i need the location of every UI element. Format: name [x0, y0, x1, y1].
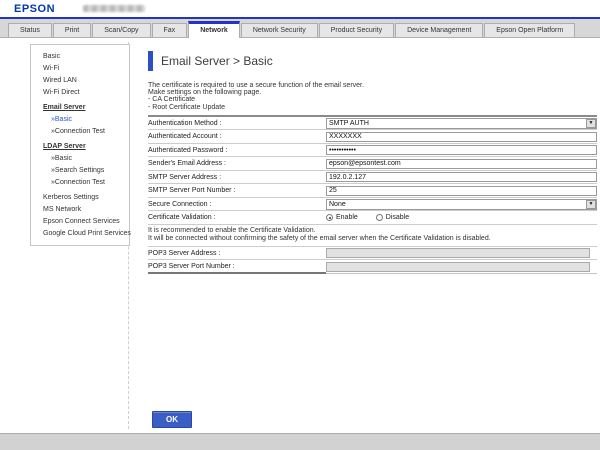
page-title-row [148, 51, 597, 71]
sidebar-item-email-server-basic[interactable]: »Basic [51, 115, 73, 123]
chevron-down-icon[interactable]: ▼ [586, 119, 596, 128]
field-label: Authenticated Password : [148, 144, 326, 158]
settings-form [148, 115, 597, 274]
tab-device-management[interactable]: Device Management [395, 23, 483, 37]
tab-network[interactable]: Network [188, 21, 240, 38]
sidebar-item-email-server-connection-test[interactable]: »Connection Test [51, 127, 105, 135]
description-line: The certificate is required to use a secure function of the email server. [148, 82, 364, 89]
field-label: POP3 Server Address : [148, 247, 326, 261]
ok-button[interactable]: OK [152, 411, 192, 428]
certificate-validation-radio-group [326, 214, 409, 221]
tab-scan-copy[interactable]: Scan/Copy [92, 23, 150, 37]
radio-label: Disable [385, 214, 410, 222]
field-label: Authenticated Account : [148, 130, 326, 144]
certificate-validation-note [148, 225, 597, 247]
tab-status[interactable]: Status [8, 23, 52, 37]
sidebar-item-ldap-search-settings[interactable]: »Search Settings [51, 166, 105, 174]
field-label: SMTP Server Port Number : [148, 184, 326, 198]
note-line: It is recommended to enable the Certificate Validation. [148, 226, 316, 234]
app-header [0, 0, 600, 17]
smtp-server-port-number-input[interactable] [326, 186, 597, 196]
form-row-pop3-server-address [148, 247, 597, 261]
pop3-server-address-input [326, 248, 590, 258]
form-row-secure-connection [148, 198, 597, 212]
sidebar-item-ldap-basic[interactable]: »Basic [51, 154, 73, 162]
radio-button-icon[interactable] [376, 214, 383, 221]
epson-logo: EPSON [14, 2, 56, 15]
sidebar-item-wifi-direct[interactable]: Wi-Fi Direct [43, 88, 80, 96]
tab-print[interactable]: Print [53, 23, 91, 37]
note-line: It will be connected without confirming the safety of the email server when the Certificate Validation is disabled. [148, 234, 491, 242]
selected-value: SMTP AUTH [329, 119, 369, 127]
form-row-smtp-server-port-number [148, 184, 597, 198]
form-row-authenticated-password [148, 144, 597, 158]
field-label: Sender's Email Address : [148, 157, 326, 171]
field-label: Certificate Validation : [148, 211, 326, 225]
model-name-redacted [83, 5, 145, 12]
description-line: Make settings on the following page. [148, 89, 262, 97]
authenticated-password-input[interactable] [326, 145, 597, 155]
field-label: Authentication Method : [148, 117, 326, 131]
page-description [148, 82, 597, 111]
senders-email-address-input[interactable] [326, 159, 597, 169]
sidebar-item-kerberos-settings[interactable]: Kerberos Settings [43, 193, 99, 201]
page-title: Email Server > Basic [161, 54, 273, 68]
sidebar-item-ms-network[interactable]: MS Network [43, 205, 82, 213]
chevron-down-icon[interactable]: ▼ [586, 200, 596, 209]
authenticated-account-input[interactable] [326, 132, 597, 142]
pop3-server-port-number-input [326, 262, 590, 272]
smtp-server-address-input[interactable] [326, 172, 597, 182]
form-row-authenticated-account [148, 130, 597, 144]
main-area [0, 38, 600, 433]
radio-label: Enable [336, 214, 358, 222]
selected-value: None [329, 200, 346, 208]
sidebar-section-email-server[interactable]: Email Server [43, 103, 86, 111]
tab-bar [0, 19, 600, 38]
description-line: - Root Certificate Update [148, 103, 226, 111]
tab-network-security[interactable]: Network Security [241, 23, 318, 37]
sidebar-item-ldap-connection-test[interactable]: »Connection Test [51, 178, 105, 186]
radio-disable[interactable] [376, 214, 409, 221]
sidebar-item-basic[interactable]: Basic [43, 52, 61, 60]
form-row-smtp-server-address [148, 171, 597, 185]
field-label: POP3 Server Port Number : [148, 260, 326, 274]
tab-epson-open-platform[interactable]: Epson Open Platform [484, 23, 575, 37]
sidebar-item-wired-lan[interactable]: Wired LAN [43, 76, 77, 84]
description-line: - CA Certificate [148, 96, 196, 104]
tab-product-security[interactable]: Product Security [319, 23, 394, 37]
page-footer [0, 433, 600, 450]
title-accent-bar [148, 51, 153, 71]
sidebar-nav [30, 44, 130, 246]
field-label: Secure Connection : [148, 198, 326, 212]
sidebar-item-google-cloud-print-services[interactable]: Google Cloud Print Services [43, 229, 131, 237]
form-row-certificate-validation [148, 211, 597, 225]
field-label: SMTP Server Address : [148, 171, 326, 185]
secure-connection-select[interactable] [326, 199, 597, 210]
form-row-senders-email-address [148, 157, 597, 171]
radio-enable[interactable] [326, 214, 358, 221]
sidebar-item-wifi[interactable]: Wi-Fi [43, 64, 60, 72]
form-row-authentication-method [148, 117, 597, 131]
content-panel [148, 38, 597, 274]
form-row-pop3-server-port-number [148, 260, 597, 274]
sidebar-section-ldap-server[interactable]: LDAP Server [43, 142, 86, 150]
radio-button-icon[interactable] [326, 214, 333, 221]
authentication-method-select[interactable] [326, 118, 597, 129]
sidebar-item-epson-connect-services[interactable]: Epson Connect Services [43, 217, 120, 225]
tab-fax[interactable]: Fax [152, 23, 188, 37]
